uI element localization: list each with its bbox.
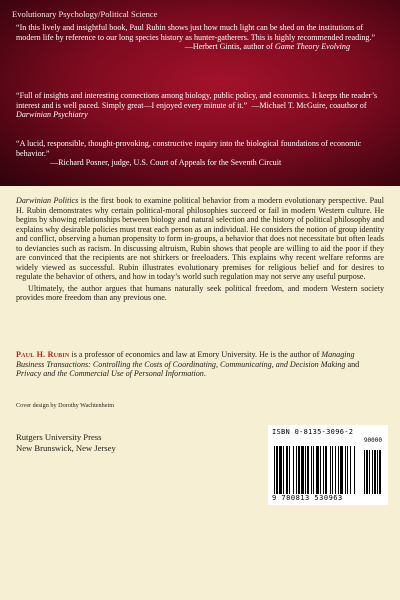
barcode-graphic [272,446,384,494]
addon-bar [364,450,365,494]
barcode-bar [289,446,290,494]
barcode-bar [279,446,282,494]
addon-bar [369,450,370,494]
barcode-bar [335,446,336,494]
barcode-bars [272,446,384,494]
barcode-bar [350,446,351,494]
barcode-bar [301,446,304,494]
quote-text: “A lucid, responsible, thought-provoking, constructive inquiry into the biological foundations of economic behavior.” [16,139,362,158]
quote-attribution [16,158,388,168]
bio-book-2: Privacy and the Commercial Use of Personal Information [16,369,204,379]
cover-design-credit: Cover design by Dorothy Wachtenheim [16,402,115,409]
publisher-imprint [16,432,116,453]
barcode-bar [313,446,314,494]
quote-posner [16,139,388,168]
attribution-text: —Herbert Gintis, author of [184,42,273,52]
addon-bar [377,450,378,494]
description-paragraph-1 [16,196,384,282]
description-text: is the first book to examine political behavior from a modern evolutionary perspective. Paul H. Rubin demonstrates why certain political-moral philosophies succeed or fail in modern Western culture. He begins by showing relationships between biology and natural selection and the history of political philosophy and explains why desirable policies must treat each person as an individual. He considers the notion of group identity and conflict, observing a human propensity to form in-groups, a behavior that does not necessitate but often leads to deviancies such as racism. In discussing altruism, Rubin shows that people are willing to aid the poor if they are convinced that the recipients are not shirkers or freeloaders. This explains why recent welfare reforms are widely viewed as successful. Rubin illustrates evolutionary premises for religious belief and for desires to regulate the behavior of others, and how in today’s world such regulation may not serve any useful purpose. [16,196,384,282]
book-title: Darwinian Politics [16,196,79,205]
barcode-bar [332,446,333,494]
barcode-bar [347,446,348,494]
quote-attribution [16,42,388,52]
barcode-bar [296,446,297,494]
category-label: Evolutionary Psychology/Political Science [12,9,158,19]
addon-bar [366,450,368,494]
attribution-text: —Richard Posner, judge, U.S. Court of Appeals for the Seventh Circuit [50,158,282,168]
bio-text-1: is a professor of economics and law at Emory University. He is the author of [69,350,322,359]
book-description [16,196,384,303]
bio-text-2: and [345,359,360,369]
attribution-work: Game Theory Evolving [274,42,350,52]
attribution-text: —Michael T. McGuire, coauthor of [251,100,367,110]
publisher-location: New Brunswick, New Jersey [16,442,116,453]
barcode-bar [338,446,339,494]
addon-bar [372,450,373,494]
attribution-work: Darwinian Psychiatry [16,110,88,120]
barcode-bar [286,446,288,494]
barcode-bar [298,446,300,494]
price-code: 90000 [363,437,382,444]
barcode-bar [345,446,346,494]
barcode-bar [305,446,306,494]
praise-band [0,0,400,186]
description-paragraph-2: Ultimately, the author argues that humans naturally seek political freedom, and modern Western society provides more freedom than any previous one. [16,283,384,303]
barcode-bar [311,446,312,494]
author-bio [16,350,384,379]
barcode-bar [316,446,319,494]
barcode-bar [330,446,331,494]
barcode-bar [293,446,294,494]
author-name: Paul H. Rubin [16,350,70,359]
ean-number: 9 780813 530963 [272,494,343,502]
bio-book-1: Managing Business Transactions: Controlling the Costs of Coordinating, Communicating, and Decision Making [16,350,355,369]
bio-text-3: . [203,369,206,379]
barcode-bar [274,446,275,494]
barcode-bar [307,446,309,494]
quote-mcguire [16,91,388,120]
barcode-bar [323,446,324,494]
quote-text-with-attribution [16,91,388,120]
barcode-block [268,425,388,505]
addon-bar [374,450,376,494]
quote-gintis [16,23,388,52]
barcode-bar [320,446,321,494]
quote-text: “Full of insights and interesting connections among biology, public policy, and economics. It keeps the reader’s interest and is well paced. Simply great—I enjoyed every minute of it.” [16,91,378,110]
barcode-bar [325,446,327,494]
publisher-name: Rutgers University Press [16,432,102,442]
quote-text: “In this lively and insightful book, Paul Rubin shows just how much light can be shed on the institutions of modern life by reference to our long species history as hunter-gatherers. This is highly recommended reading.” [16,23,376,42]
barcode-bar [340,446,343,494]
isbn-label: ISBN 0-8135-3096-2 [272,428,354,436]
barcode-bar [354,446,355,494]
barcode-bar [283,446,284,494]
addon-bar [379,450,381,494]
barcode-bar [276,446,278,494]
